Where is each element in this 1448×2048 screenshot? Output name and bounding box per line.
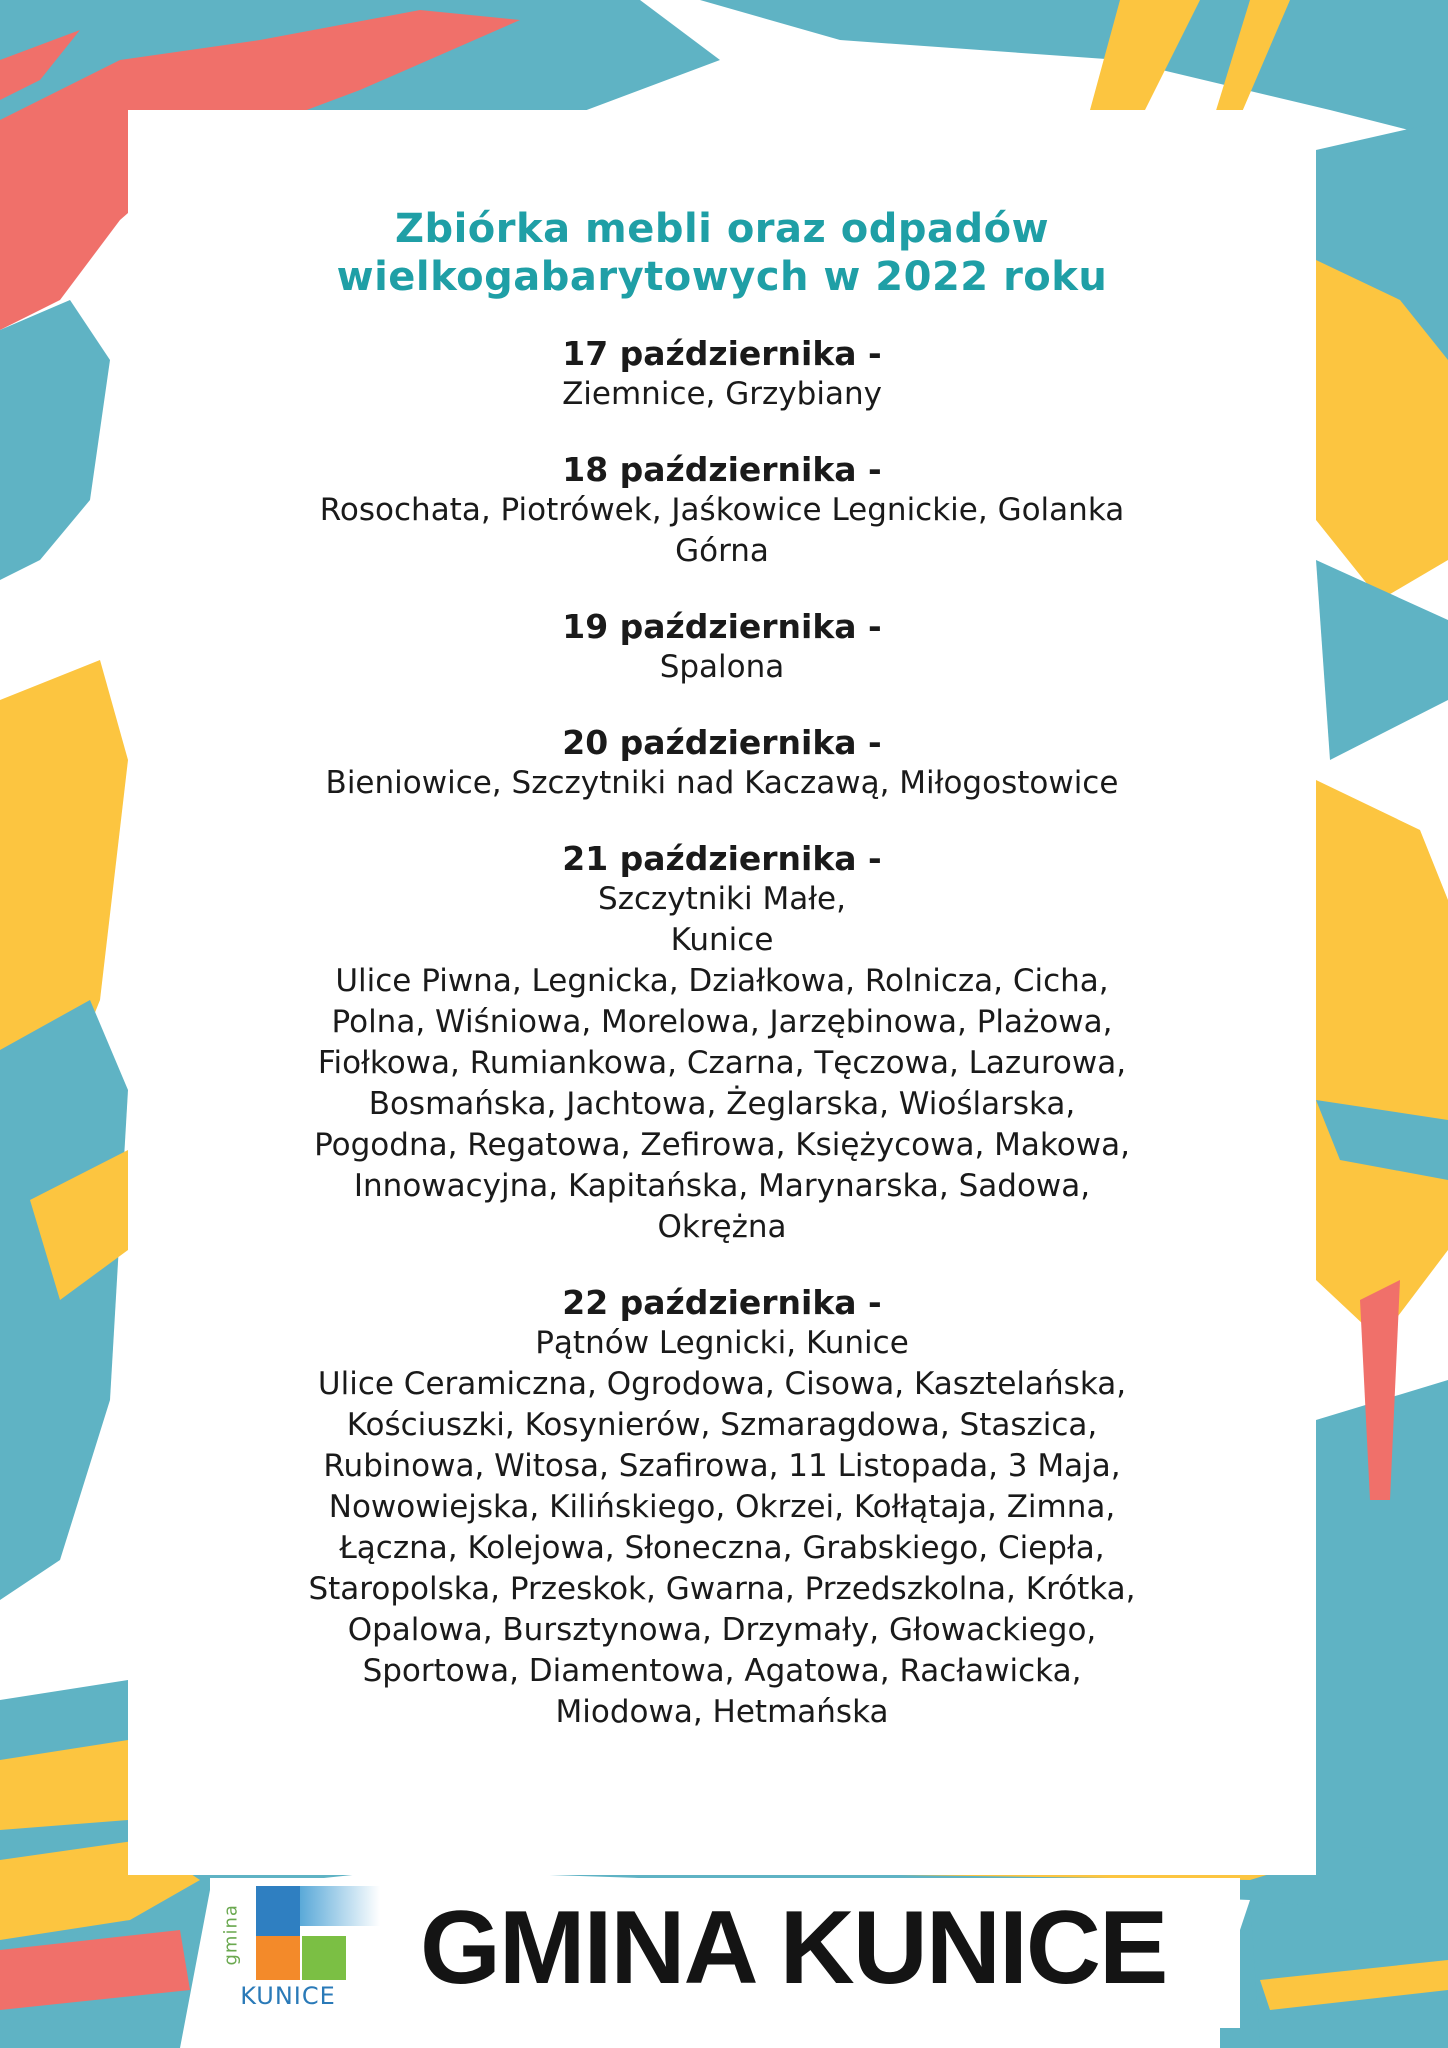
schedule-section-17 [128, 333, 1316, 415]
section-line: Rosochata, Piotrówek, Jaśkowice Legnickie, Golanka [319, 492, 1125, 528]
section-line: Sportowa, Diamentowa, Agatowa, Racławicka, [362, 1653, 1082, 1689]
section-date: 20 października - [562, 723, 882, 762]
section-line: Spalona [659, 649, 785, 685]
section-date: 19 października - [562, 607, 882, 646]
section-line: Górna [675, 533, 769, 569]
brand-name: GMINA KUNICE [420, 1890, 1167, 2006]
schedule-section-18 [128, 449, 1316, 572]
schedule-content [128, 205, 1316, 1767]
logo-vertical-text: gmina [220, 1904, 242, 1966]
section-line: Kościuszki, Kosynierów, Szmaragdowa, Staszica, [346, 1407, 1098, 1443]
schedule-section-21 [128, 838, 1316, 1248]
section-line: Okrężna [657, 1209, 787, 1245]
section-line: Fiołkowa, Rumiankowa, Czarna, Tęczowa, Lazurowa, [317, 1045, 1127, 1081]
schedule-section-22 [128, 1282, 1316, 1733]
section-date: 17 października - [562, 334, 882, 373]
section-line: Bosmańska, Jachtowa, Żeglarska, Wioślarska, [368, 1086, 1076, 1122]
section-line: Opalowa, Bursztynowa, Drzymały, Głowackiego, [347, 1612, 1097, 1648]
section-line: Pątnów Legnicki, Kunice [535, 1325, 909, 1361]
section-line: Szczytniki Małe, [598, 881, 846, 917]
schedule-section-19 [128, 606, 1316, 688]
section-line: Staropolska, Przeskok, Gwarna, Przedszkolna, Krótka, [308, 1571, 1136, 1607]
title-line-1: Zbiórka mebli oraz odpadów [394, 206, 1050, 252]
section-line: Ulice Ceramiczna, Ogrodowa, Cisowa, Kasztelańska, [317, 1366, 1127, 1402]
page-title [128, 205, 1316, 301]
section-line: Miodowa, Hetmańska [555, 1694, 889, 1730]
section-line: Kunice [670, 922, 774, 958]
section-line: Bieniowice, Szczytniki nad Kaczawą, Miłogostowice [325, 765, 1119, 801]
section-date: 22 października - [562, 1283, 882, 1322]
section-line: Innowacyjna, Kapitańska, Marynarska, Sadowa, [353, 1168, 1091, 1204]
section-line: Polna, Wiśniowa, Morelowa, Jarzębinowa, Plażowa, [331, 1004, 1113, 1040]
section-line: Rubinowa, Witosa, Szafirowa, 11 Listopada, 3 Maja, [323, 1448, 1121, 1484]
logo-text: KUNICE [240, 1982, 336, 2010]
section-date: 21 października - [562, 839, 882, 878]
title-line-2: wielkogabarytowych w 2022 roku [336, 254, 1108, 300]
section-line: Ulice Piwna, Legnicka, Działkowa, Rolnicza, Cicha, [335, 963, 1109, 999]
section-line: Ziemnice, Grzybiany [562, 376, 882, 412]
section-date: 18 października - [562, 450, 882, 489]
schedule-section-20 [128, 722, 1316, 804]
section-line: Łączna, Kolejowa, Słoneczna, Grabskiego, Ciepła, [339, 1530, 1105, 1566]
section-line: Nowowiejska, Kilińskiego, Okrzei, Kołłątaja, Zimna, [328, 1489, 1116, 1525]
section-line: Pogodna, Regatowa, Zefirowa, Księżycowa, Makowa, [314, 1127, 1130, 1163]
